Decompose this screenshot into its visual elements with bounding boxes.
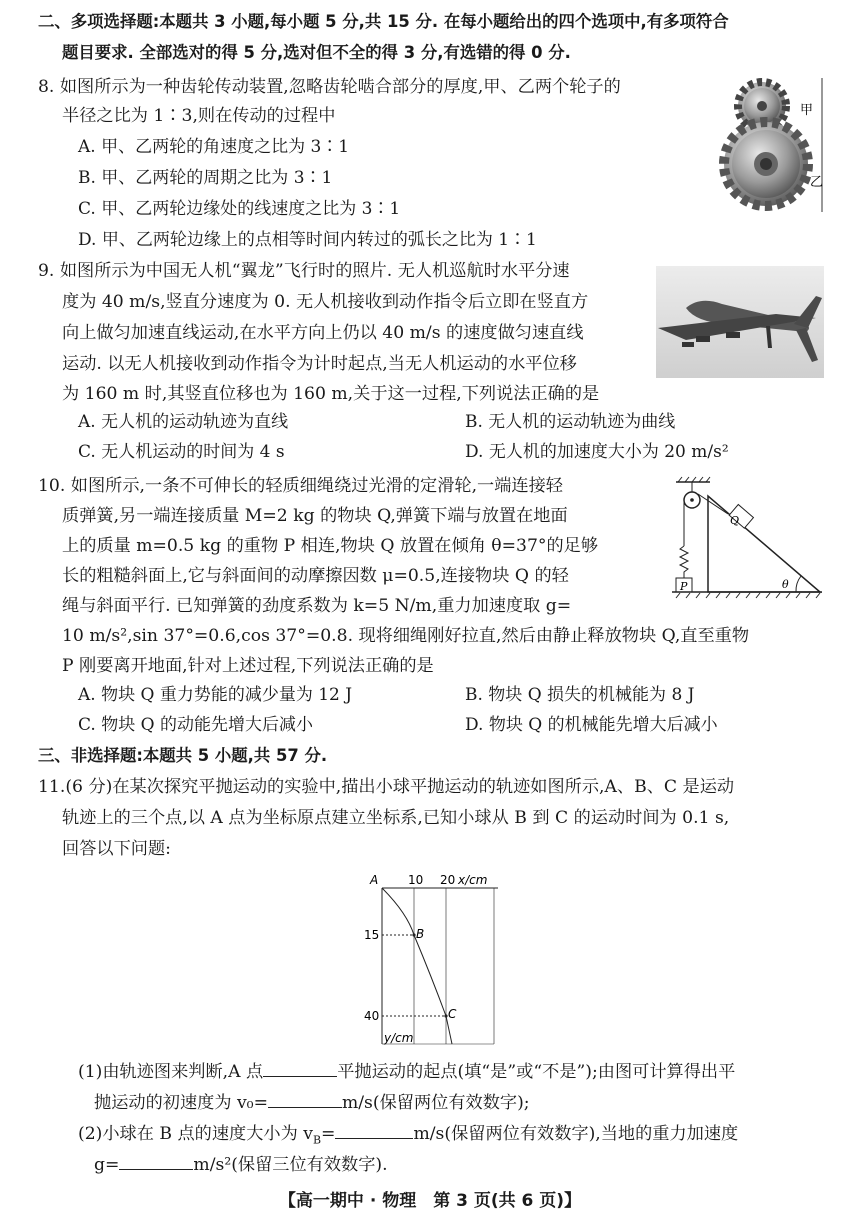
y-axis-label: y/cm: [384, 1031, 414, 1045]
q8-option-a: A. 甲、乙两轮的角速度之比为 3∶1: [78, 137, 350, 157]
point-c-label: C: [448, 1007, 457, 1021]
q11-stem-line2: 轨迹上的三个点,以 A 点为坐标原点建立坐标系,已知小球从 B 到 C 的运动时间为 0.1 s,: [62, 808, 730, 828]
q11-sub1-line1: (1)由轨迹图来判断,A 点 平抛运动的起点(填“是”或“不是”);由图可计算得出平: [78, 1058, 735, 1083]
q11-sub2-line1: (2)小球在 B 点的速度大小为 $v_B= m/s$(保留两位有效数字),当地的重力加速度: [78, 1120, 738, 1151]
incline-pulley-diagram: [670, 476, 824, 600]
svg-text:θ: θ: [782, 578, 789, 591]
point-b-label: B: [416, 927, 425, 941]
q9-option-d: D. 无人机的加速度大小为 20 m/s²: [465, 442, 729, 462]
q9-option-c: C. 无人机运动的时间为 4 s: [78, 442, 285, 462]
large-gear-icon: [724, 122, 808, 206]
q8-option-b: B. 甲、乙两轮的周期之比为 3∶1: [78, 168, 333, 188]
q10-option-d: D. 物块 Q 的机械能先增大后减小: [465, 715, 718, 735]
q8-option-c: C. 甲、乙两轮边缘处的线速度之比为 3∶1: [78, 199, 401, 219]
q8-stem-line1: 8. 如图所示为一种齿轮传动装置,忽略齿轮啮合部分的厚度,甲、乙两个轮子的: [38, 77, 621, 97]
y-tick-15: 15: [364, 928, 380, 942]
x-tick-20: 20: [440, 873, 456, 887]
q9-stem-line5: 为 160 m 时,其竖直位移也为 160 m,关于这一过程,下列说法正确的是: [62, 384, 600, 404]
q10-stem-line7: P 刚要离开地面,针对上述过程,下列说法正确的是: [62, 656, 434, 676]
answer-blank-3[interactable]: [335, 1120, 413, 1139]
q9-stem-line1: 9. 如图所示为中国无人机“翼龙”飞行时的照片. 无人机巡航时水平分速: [38, 261, 570, 281]
q9-stem-line2: 度为 40 m/s,竖直分速度为 0. 无人机接收到动作指令后立即在竖直方: [62, 292, 589, 312]
q9-stem-line3: 向上做匀加速直线运动,在水平方向上仍以 40 m/s 的速度做匀速直线: [62, 323, 584, 343]
q11-sub2-line2: g= m/s²(保留三位有效数字).: [94, 1151, 388, 1176]
q8-stem-line2: 半径之比为 1∶3,则在传动的过程中: [62, 106, 336, 126]
svg-text:P: P: [680, 580, 688, 593]
q10-stem-line2: 质弹簧,另一端连接质量 M=2 kg 的物块 Q,弹簧下端与放置在地面: [62, 506, 568, 526]
x-axis-label: x/cm: [458, 873, 488, 887]
q9-option-b: B. 无人机的运动轨迹为曲线: [465, 412, 676, 432]
q10-stem-line1: 10. 如图所示,一条不可伸长的轻质细绳绕过光滑的定滑轮,一端连接轻: [38, 476, 563, 496]
answer-blank-1[interactable]: [263, 1058, 337, 1077]
q9-stem-line4: 运动. 以无人机接收到动作指令为计时起点,当无人机运动的水平位移: [62, 354, 577, 374]
answer-blank-2[interactable]: [268, 1089, 342, 1108]
section3-heading: 三、非选择题:本题共 5 小题,共 57 分.: [38, 746, 328, 765]
point-a-label: A: [370, 873, 379, 887]
spring-icon: [680, 546, 688, 578]
drone-photo: [656, 266, 824, 378]
q10-option-b: B. 物块 Q 损失的机械能为 8 J: [465, 685, 695, 705]
page-footer: 【高一期中 · 物理 第 3 页(共 6 页)】: [278, 1191, 582, 1211]
q11-sub1-line2: 抛运动的初速度为 v₀= m/s(保留两位有效数字);: [94, 1089, 530, 1114]
y-tick-40: 40: [364, 1009, 380, 1023]
q9-option-a: A. 无人机的运动轨迹为直线: [78, 412, 289, 432]
q10-option-c: C. 物块 Q 的动能先增大后减小: [78, 715, 313, 735]
trajectory-graph: [352, 868, 508, 1052]
q10-option-a: A. 物块 Q 重力势能的减少量为 12 J: [78, 685, 353, 705]
x-tick-10: 10: [408, 873, 424, 887]
trajectory-curve: [382, 888, 452, 1044]
answer-blank-4[interactable]: [119, 1151, 193, 1170]
svg-text:Q: Q: [730, 514, 740, 527]
q8-option-d: D. 甲、乙两轮边缘上的点相等时间内转过的弧长之比为 1∶1: [78, 230, 537, 250]
q10-stem-line5: 绳与斜面平行. 已知弹簧的劲度系数为 k=5 N/m,重力加速度取 g=: [62, 596, 572, 616]
gear-label-jia: 甲: [800, 103, 814, 118]
q10-stem-line3: 上的质量 m=0.5 kg 的重物 P 相连,物块 Q 放置在倾角 θ=37°的足够: [62, 536, 599, 556]
gear-label-yi: 乙: [810, 175, 824, 190]
q11-stem-line3: 回答以下问题:: [62, 839, 171, 859]
gear-figure: [718, 78, 824, 212]
section2-heading-line1: 二、多项选择题:本题共 3 小题,每小题 5 分,共 15 分. 在每小题给出的四个选项中,有多项符合: [38, 12, 729, 31]
q11-stem-line1: 11.(6 分)在某次探究平抛运动的实验中,描出小球平抛运动的轨迹如图所示,A、B、C 是运动: [38, 777, 735, 797]
section2-heading-line2: 题目要求. 全部选对的得 5 分,选对但不全的得 3 分,有选错的得 0 分.: [62, 43, 571, 62]
q10-stem-line4: 长的粗糙斜面上,它与斜面间的动摩擦因数 μ=0.5,连接物块 Q 的轻: [62, 566, 569, 586]
q10-stem-line6: 10 m/s²,sin 37°=0.6,cos 37°=0.8. 现将细绳刚好拉直,然后由静止释放物块 Q,直至重物: [62, 626, 750, 646]
